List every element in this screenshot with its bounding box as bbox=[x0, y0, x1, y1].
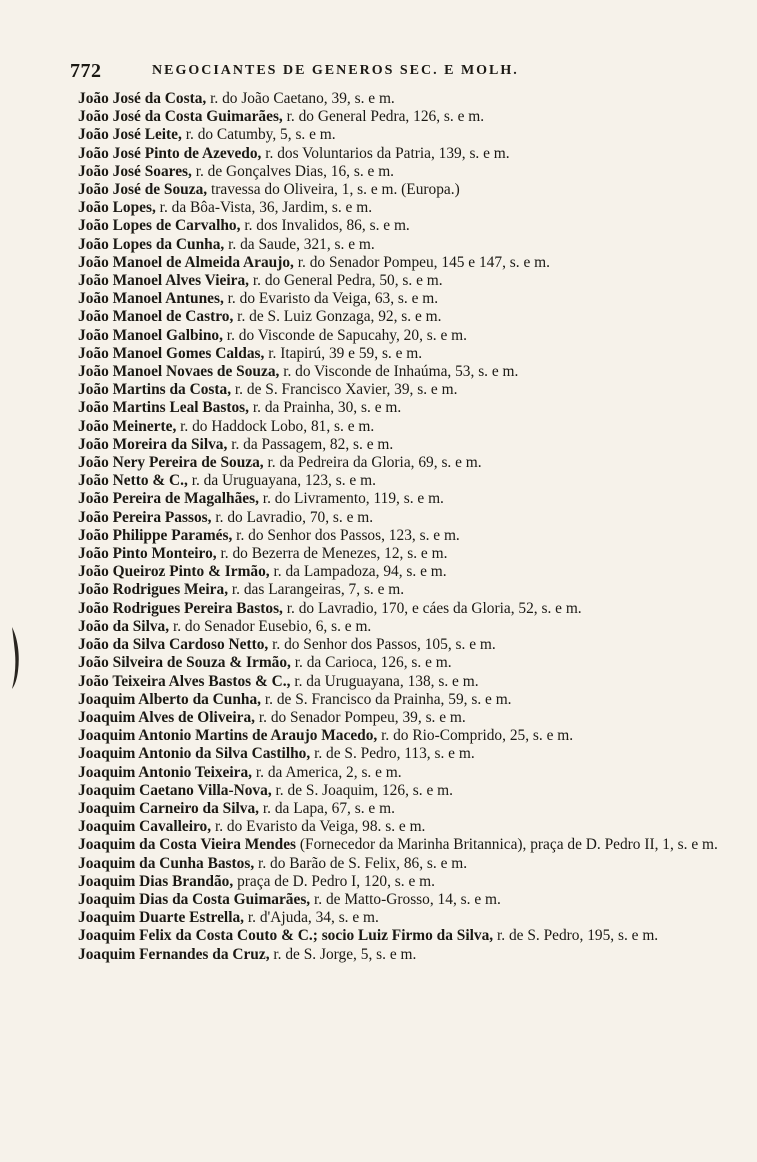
merchant-name: Joaquim da Cunha Bastos, bbox=[78, 854, 255, 872]
list-item bbox=[78, 836, 728, 854]
merchant-name: João Rodrigues Pereira Bastos, bbox=[78, 599, 283, 617]
merchant-address: r. dos Invalidos, 86, s. e m. bbox=[240, 217, 410, 235]
merchant-address: r. da Lapa, 67, s. e m. bbox=[259, 799, 395, 817]
list-item bbox=[78, 563, 728, 581]
merchant-name: João Nery Pereira de Souza, bbox=[78, 454, 264, 472]
merchant-address: r. de S. Luiz Gonzaga, 92, s. e m. bbox=[233, 308, 442, 326]
merchant-name: João José Soares, bbox=[78, 162, 192, 180]
merchant-name: Joaquim Alves de Oliveira, bbox=[78, 708, 255, 726]
merchant-name: João Philippe Paramés, bbox=[78, 526, 233, 544]
list-item bbox=[78, 217, 728, 235]
merchant-name: Joaquim Antonio Teixeira, bbox=[78, 763, 253, 781]
running-head: NEGOCIANTES DE GENEROS SEC. E MOLH. bbox=[152, 63, 519, 78]
merchant-name: João Lopes de Carvalho, bbox=[78, 217, 241, 235]
merchant-address: r. da Carioca, 126, s. e m. bbox=[290, 654, 452, 672]
list-item bbox=[78, 873, 728, 891]
list-item bbox=[78, 745, 728, 763]
merchant-name: Joaquim Antonio Martins de Araujo Macedo, bbox=[78, 727, 378, 745]
merchant-address: r. dos Voluntarios da Patria, 139, s. e m. bbox=[261, 144, 510, 162]
merchant-name: Joaquim Felix da Costa Couto & C.; socio Luiz Firmo da Silva, bbox=[78, 927, 494, 945]
merchant-address: r. do Senhor dos Passos, 123, s. e m. bbox=[232, 526, 460, 544]
merchant-address: travessa do Oliveira, 1, s. e m. (Europa.) bbox=[207, 181, 460, 199]
margin-ink-mark bbox=[8, 625, 22, 691]
merchant-address: r. da Passagem, 82, s. e m. bbox=[227, 435, 394, 453]
merchant-address: r. do Evaristo da Veiga, 63, s. e m. bbox=[223, 290, 439, 308]
merchant-address: r. do Rio-Comprido, 25, s. e m. bbox=[377, 727, 574, 745]
list-item bbox=[78, 818, 728, 836]
merchant-address: r. do Barão de S. Felix, 86, s. e m. bbox=[254, 854, 468, 872]
merchant-address: r. do Lavradio, 170, e cáes da Gloria, 52, s. e m. bbox=[282, 599, 582, 617]
merchant-name: Joaquim Antonio da Silva Castilho, bbox=[78, 745, 311, 763]
merchant-address: r. do Evaristo da Veiga, 98. s. e m. bbox=[211, 818, 426, 836]
merchant-address: r. do Senador Pompeu, 39, s. e m. bbox=[255, 708, 466, 726]
merchant-name: Joaquim Alberto da Cunha, bbox=[78, 690, 262, 708]
merchant-name: João Lopes da Cunha, bbox=[78, 235, 225, 253]
list-item bbox=[78, 509, 728, 527]
merchant-name: João José de Souza, bbox=[78, 181, 208, 199]
merchant-name: João Martins Leal Bastos, bbox=[78, 399, 250, 417]
list-item bbox=[78, 381, 728, 399]
merchant-name: João Pinto Monteiro, bbox=[78, 545, 217, 563]
merchant-name: João Lopes, bbox=[78, 199, 156, 217]
merchant-address: r. da Uruguayana, 138, s. e m. bbox=[290, 672, 479, 690]
merchant-address: praça de D. Pedro I, 120, s. e m. bbox=[233, 872, 435, 890]
merchant-name: João José Leite, bbox=[78, 126, 182, 144]
merchant-name: João José Pinto de Azevedo, bbox=[78, 144, 262, 162]
list-item bbox=[78, 399, 728, 417]
merchant-name: João José da Costa, bbox=[78, 90, 207, 107]
merchant-address: r. Itapirú, 39 e 59, s. e m. bbox=[264, 344, 423, 362]
merchant-address: r. do General Pedra, 50, s. e m. bbox=[249, 272, 443, 290]
merchant-name: João Silveira de Souza & Irmão, bbox=[78, 654, 291, 672]
merchant-address: r. do Senador Pompeu, 145 e 147, s. e m. bbox=[293, 253, 550, 271]
list-item bbox=[78, 581, 728, 599]
list-item bbox=[78, 418, 728, 436]
list-item bbox=[78, 163, 728, 181]
merchant-name: Joaquim Carneiro da Silva, bbox=[78, 799, 260, 817]
merchant-name: João Netto & C., bbox=[78, 472, 188, 490]
merchant-address: r. d'Ajuda, 34, s. e m. bbox=[244, 909, 379, 927]
merchant-name: João Manoel Gomes Caldas, bbox=[78, 344, 265, 362]
list-item bbox=[78, 782, 728, 800]
merchant-name: João Queiroz Pinto & Irmão, bbox=[78, 563, 270, 581]
merchant-address: r. de S. Jorge, 5, s. e m. bbox=[269, 945, 417, 963]
merchant-name: João Manoel Novaes de Souza, bbox=[78, 363, 280, 381]
list-item bbox=[78, 800, 728, 818]
merchant-address: r. da Bôa-Vista, 36, Jardim, s. e m. bbox=[155, 199, 373, 217]
merchant-name: João Manoel de Castro, bbox=[78, 308, 234, 326]
list-item bbox=[78, 673, 728, 691]
list-item bbox=[78, 490, 728, 508]
list-item bbox=[78, 472, 728, 490]
list-item bbox=[78, 709, 728, 727]
merchant-name: João da Silva Cardoso Netto, bbox=[78, 636, 269, 654]
merchant-name: João José da Costa Guimarães, bbox=[78, 108, 283, 126]
list-item bbox=[78, 618, 728, 636]
list-item bbox=[78, 600, 728, 618]
list-item bbox=[78, 891, 728, 909]
merchant-address: r. de Gonçalves Dias, 16, s. e m. bbox=[191, 162, 395, 180]
merchant-name: Joaquim da Costa Vieira Mendes bbox=[78, 836, 297, 854]
list-item bbox=[78, 181, 728, 199]
list-item bbox=[78, 327, 728, 345]
merchant-name: Joaquim Dias da Costa Guimarães, bbox=[78, 890, 311, 908]
merchant-name: João Manoel Alves Vieira, bbox=[78, 272, 249, 290]
merchant-address: r. da Lampadoza, 94, s. e m. bbox=[269, 563, 447, 581]
merchant-address: r. do Lavradio, 70, s. e m. bbox=[211, 508, 374, 526]
merchant-address: r. da Uruguayana, 123, s. e m. bbox=[187, 472, 376, 490]
merchant-name: João Manoel Antunes, bbox=[78, 290, 224, 308]
list-item bbox=[78, 636, 728, 654]
merchant-address: r. de Matto-Grosso, 14, s. e m. bbox=[310, 890, 501, 908]
list-item bbox=[78, 254, 728, 272]
merchant-name: João Pereira de Magalhães, bbox=[78, 490, 259, 508]
merchant-address: r. do Livramento, 119, s. e m. bbox=[258, 490, 444, 508]
merchant-address: r. da America, 2, s. e m. bbox=[252, 763, 402, 781]
list-item bbox=[78, 727, 728, 745]
merchant-address: (Fornecedor da Marinha Britannica), praça de D. Pedro II, 1, s. e m. bbox=[296, 836, 718, 854]
list-item bbox=[78, 199, 728, 217]
merchant-name: João Manoel Galbino, bbox=[78, 326, 223, 344]
list-item bbox=[78, 764, 728, 782]
list-item bbox=[78, 946, 728, 964]
list-item bbox=[78, 108, 728, 126]
list-item bbox=[78, 308, 728, 326]
merchant-address: r. do Senador Eusebio, 6, s. e m. bbox=[169, 617, 372, 635]
merchant-name: João Rodrigues Meira, bbox=[78, 581, 229, 599]
merchant-address: r. do General Pedra, 126, s. e m. bbox=[282, 108, 485, 126]
merchant-name: Joaquim Dias Brandão, bbox=[78, 872, 234, 890]
merchant-address: r. do Bezerra de Menezes, 12, s. e m. bbox=[216, 545, 448, 563]
merchant-address: r. do Senhor dos Passos, 105, s. e m. bbox=[268, 636, 496, 654]
page-header bbox=[70, 60, 690, 86]
merchant-name: Joaquim Fernandes da Cruz, bbox=[78, 945, 270, 963]
entry-list bbox=[78, 90, 728, 964]
merchant-name: João Teixeira Alves Bastos & C., bbox=[78, 672, 291, 690]
merchant-address: r. de S. Pedro, 113, s. e m. bbox=[310, 745, 475, 763]
merchant-address: r. do Visconde de Inhaúma, 53, s. e m. bbox=[279, 363, 519, 381]
merchant-address: r. de S. Pedro, 195, s. e m. bbox=[493, 927, 659, 945]
list-item bbox=[78, 272, 728, 290]
list-item bbox=[78, 927, 728, 945]
merchant-name: Joaquim Caetano Villa-Nova, bbox=[78, 781, 272, 799]
merchant-address: r. do Haddock Lobo, 81, s. e m. bbox=[176, 417, 375, 435]
list-item bbox=[78, 527, 728, 545]
list-item bbox=[78, 545, 728, 563]
merchant-name: João Pereira Passos, bbox=[78, 508, 212, 526]
list-item bbox=[78, 236, 728, 254]
merchant-name: João Meinerte, bbox=[78, 417, 177, 435]
list-item bbox=[78, 654, 728, 672]
merchant-name: Joaquim Cavalleiro, bbox=[78, 818, 212, 836]
list-item bbox=[78, 290, 728, 308]
merchant-name: João Moreira da Silva, bbox=[78, 435, 228, 453]
merchant-address: r. da Prainha, 30, s. e m. bbox=[249, 399, 402, 417]
merchant-address: r. do Visconde de Sapucahy, 20, s. e m. bbox=[222, 326, 467, 344]
list-item bbox=[78, 855, 728, 873]
page-number: 772 bbox=[70, 60, 102, 82]
merchant-address: r. do Catumby, 5, s. e m. bbox=[181, 126, 336, 144]
merchant-name: João Martins da Costa, bbox=[78, 381, 232, 399]
list-item bbox=[78, 90, 728, 108]
list-item bbox=[78, 909, 728, 927]
list-item bbox=[78, 126, 728, 144]
merchant-name: João da Silva, bbox=[78, 617, 170, 635]
merchant-name: João Manoel de Almeida Araujo, bbox=[78, 253, 294, 271]
merchant-address: r. de S. Francisco da Prainha, 59, s. e m. bbox=[261, 690, 512, 708]
list-item bbox=[78, 454, 728, 472]
list-item bbox=[78, 363, 728, 381]
merchant-address: r. das Larangeiras, 7, s. e m. bbox=[228, 581, 405, 599]
list-item bbox=[78, 436, 728, 454]
merchant-name: Joaquim Duarte Estrella, bbox=[78, 909, 245, 927]
merchant-address: r. de S. Joaquim, 126, s. e m. bbox=[271, 781, 453, 799]
list-item bbox=[78, 345, 728, 363]
list-item bbox=[78, 145, 728, 163]
merchant-address: r. da Saude, 321, s. e m. bbox=[224, 235, 375, 253]
list-item bbox=[78, 691, 728, 709]
merchant-address: r. do João Caetano, 39, s. e m. bbox=[206, 90, 395, 107]
merchant-address: r. de S. Francisco Xavier, 39, s. e m. bbox=[231, 381, 458, 399]
merchant-address: r. da Pedreira da Gloria, 69, s. e m. bbox=[263, 454, 482, 472]
